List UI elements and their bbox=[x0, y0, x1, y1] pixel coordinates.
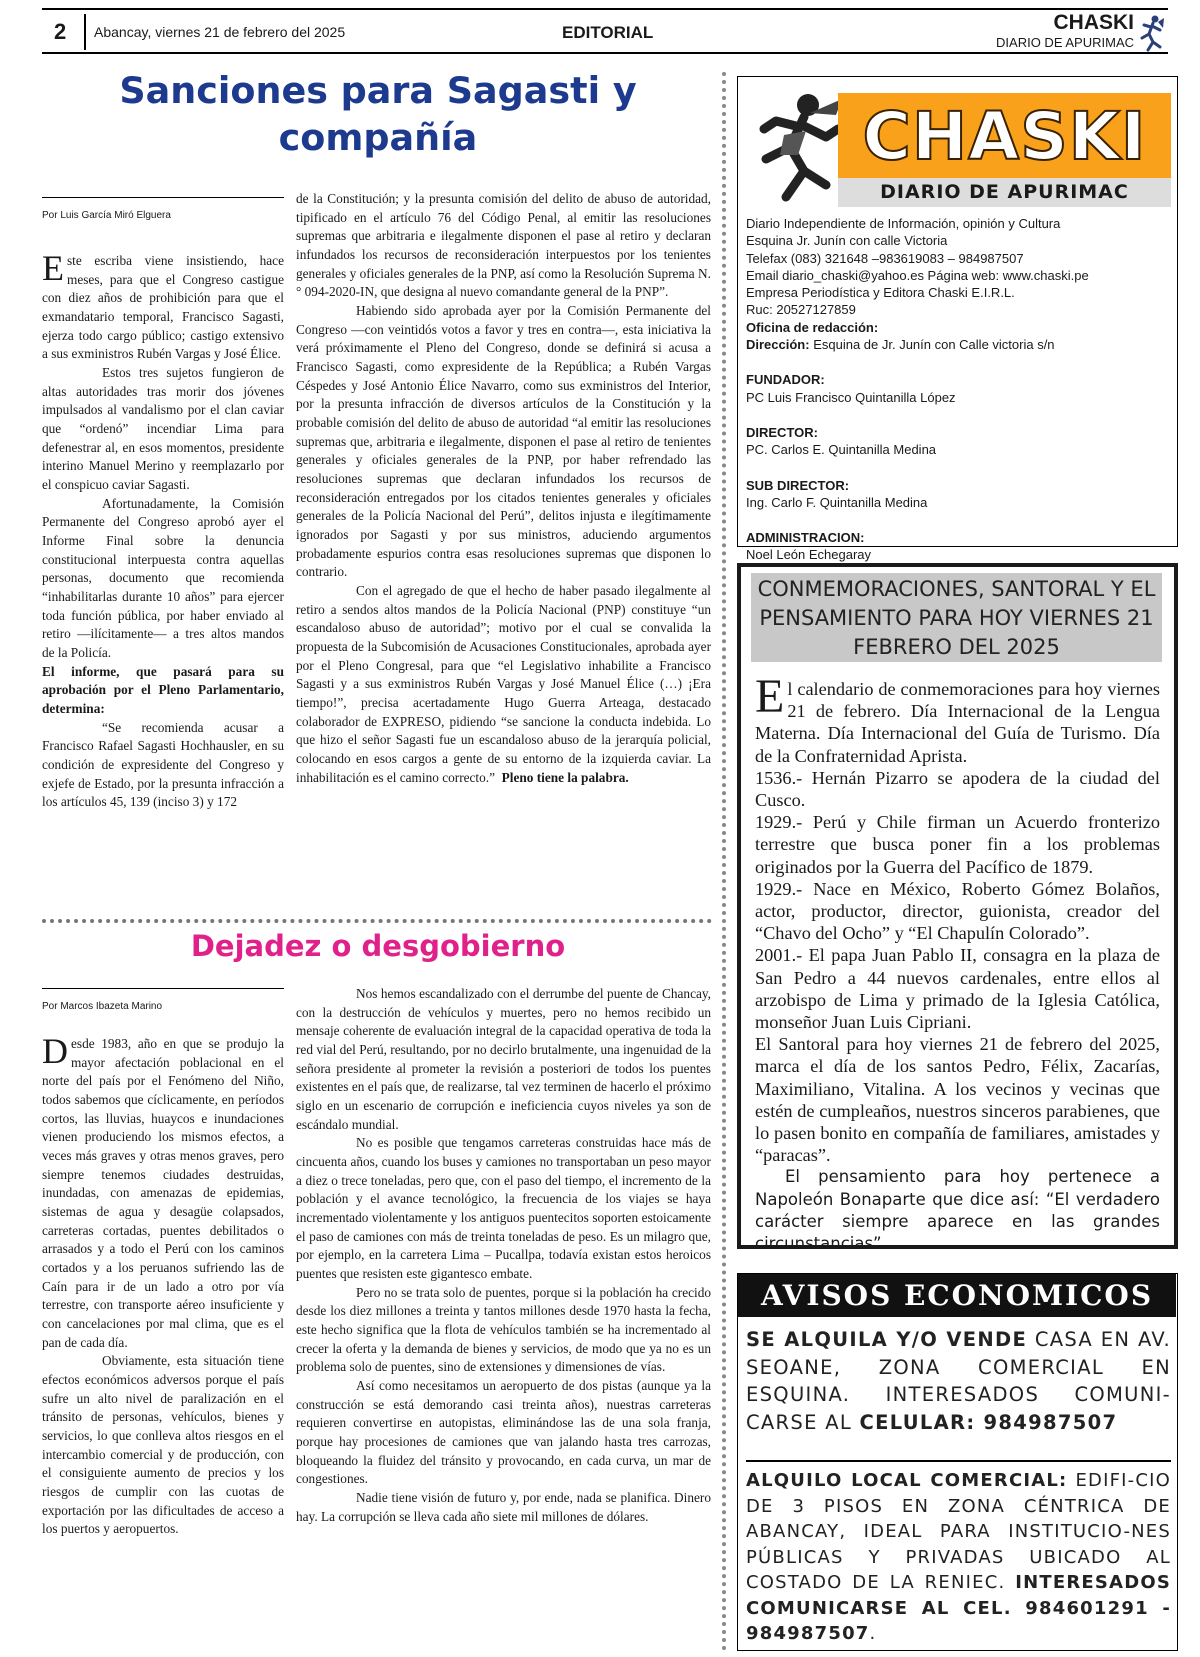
article-2-text: esde 1983, año en que se produjo la mayor afectación poblacional en el norte del país por el Fenómeno del Niño, todos sabemos que cíclicamente, en períodos cortos, las lluvias, huaycos e inundaciones vienen produciendo los mismos efectos, a veces más graves y otras menos graves, pero siempre tenemos ciudades destruidas, inundadas, con amenazas de epidemias, sistemas de agua y desagüe colapsados, carreteras cortadas, puentes debilitados o arrasados y a todo el Perú con los caminos cortados y a los peruanos sufriendo las de Caín para ir de un lado a otro por vía terrestre, con transporte aéreo insuficiente y con cancelaciones por mal clima, que es el pan de cada día. bbox=[42, 1036, 284, 1350]
article-1-paragraph bbox=[296, 582, 711, 787]
logo-wordmark: CHASKI bbox=[862, 98, 1147, 175]
subdirector-value: Ing. Carlo F. Quintanilla Medina bbox=[746, 494, 928, 510]
commemorations-paragraph: 1929.- Perú y Chile firman un Acuerdo fronterizo terrestre que busca poner fin a los problemas originados por la Guerra del Pacífico de 1879. bbox=[755, 812, 1160, 877]
article-1-paragraph: Estos tres sujetos fungieron de altas autoridades tras morir dos jóvenes impulsados al vandalismo por el clan caviar que “ordenó” incendiar Lima para defenestrar al, en esos momentos, presidente interino Manuel Merino y reemplazarlo por el conspicuo caviar Sagasti. bbox=[42, 365, 284, 493]
masthead-box bbox=[737, 76, 1178, 563]
header-brand-sub: DIARIO DE APURIMAC bbox=[996, 35, 1134, 50]
article-1-text: Con el agregado de que el hecho de haber pasado ilegalmente al retiro a sendos altos mandos de la Policía Nacional (PNP) constituye “un escandaloso abuso de autoridad”; motivo por el cual se convalida la propuesta de la Subcomisión de Acusaciones Constitucionales, aprobada ayer por el Pleno Congresal, para que “el Legislativo inhabilite a Francisco Sagasti y a sus exministros Rubén Vargas y José Manuel Élice (…) ¡Era tiempo!”, precisa acertadamente Hugo Guerra Arteaga, destacado colaborador de EXPRESO, pidiendo “se sancione la conducta indebida. Lo que hizo el señor Sagasti fue un escandaloso abuso de la jerarquía policial, colocando en esos cargos a gente de su entorno de la izquierda caviar. La inhabilitación es el camino correcto.” bbox=[296, 583, 711, 785]
article-1-paragraph: Afortunadamente, la Comisión Permanente del Congreso aprobó ayer el Informe Final sobre la denuncia constitucional interpuesta contra aquellas personas, documento que recomienda “inhabilitarlas durante 10 años” para ejercer toda función pública, por haber enviado al retiro —ilícitamente— a tres altos mandos de la Policía. bbox=[42, 495, 284, 661]
masthead-line: Telefax (083) 321648 –983619083 – 984987507 bbox=[746, 250, 1024, 266]
article-1-paragraph: Habiendo sido aprobada ayer por la Comisión Permanente del Congreso —con veintidós votos a favor y tres en contra—, esta iniciativa la verá próximamente el Pleno del Congreso, donde se definirá si acusa a Francisco Sagasti, como expresidente de la República; a Rubén Vargas Céspedes y José Antonio Élice Navarro, como sus exministros del Interior, por la presunta infracción de diversos artículos de la Constitución y la probable comisión del delito de abuso de autoridad “al emitir las resoluciones supremas que, arbitraria e ilegalmente, disponen el pase al retiro de tenientes generales y oficiales generales de la PNP, por haber refrendado las resoluciones supremas que declaran infundados los recursos de reconsideración entregados por los citados tenientes generales y oficiales generales de la Policía Nacional del Perú”, delitos injusta e ilegítimamente ignorados por Sagasti y por sus ministros, aduciendo argumentos probadamente espurios contra esas resoluciones supremas que disponen lo contrario. bbox=[296, 303, 711, 580]
commemorations-paragraph: El Santoral para hoy viernes 21 de febrero del 2025, marca el día de los santos Pedro, Félix, Zacarías, Maximiliano, Vitalina. A los vecinos y vecinas que estén de cumpleaños, nuestros sinceros parabienes, que lo pasen bonito en compañía de familiares, amistades y “paracas”. bbox=[755, 1034, 1160, 1166]
article-1-paragraph: “Se recomienda acusar a Francisco Rafael Sagasti Hochhausler, en su condición de expresidente del Congreso y exjefe de Estado, por la presunta infracción a los artículos 45, 139 (inciso 3) y 172 bbox=[42, 719, 284, 810]
masthead-line: Empresa Periodística y Editora Chaski E.I.R.L. bbox=[746, 285, 1015, 301]
ad-phone: INTERESADOS COMUNICARSE AL CEL. 984601291 - 984987507 bbox=[746, 1572, 1171, 1644]
page-number: 2 bbox=[54, 19, 67, 44]
article-2-paragraph: Nadie tiene visión de futuro y, por ende, nada se planifica. Dinero hay. La corrupción se lleva cada año siete mil millones de dólares. bbox=[296, 1490, 711, 1524]
ad-heading: ALQUILO LOCAL COMERCIAL: bbox=[746, 1470, 1068, 1491]
article-1-byline: Por Luis García Miró Elguera bbox=[42, 197, 284, 221]
masthead-line: Esquina Jr. Junín con calle Victoria bbox=[746, 233, 948, 249]
article-2-paragraph: Así como necesitamos un aeropuerto de dos pistas (aunque ya la construcción se está demorando casi treinta años), nuestras carreteras requieren convertirse en autopistas, eliminándose las de una sola franja, porque hay procesiones de camiones que van jalando hasta tres carrozas, bloqueando la fluidez del tránsito y provocando, en cada curva, un mar de congestiones. bbox=[296, 1378, 711, 1487]
classified-ad bbox=[746, 1460, 1171, 1647]
dropcap: E bbox=[42, 248, 64, 288]
header-brand bbox=[996, 12, 1134, 49]
article-2-title: Dejadez o desgobierno bbox=[190, 929, 566, 963]
article-2-byline: Por Marcos Ibazeta Marino bbox=[42, 988, 284, 1012]
logo-banner bbox=[838, 93, 1171, 178]
masthead-line: Email diario_chaski@yahoo.es Página web: www.chaski.pe bbox=[746, 267, 1089, 283]
article-2-paragraph: Nos hemos escandalizado con el derrumbe del puente de Chancay, con la destrucción de vehículos y muertes, pero no hemos recibido un mensaje coherente de evaluación integral de la capacidad operativa de toda la red vial del Perú, resultando, por no decirlo brutalmente, una ingenuidad de la señora presidente al prometer la revisión a posteriori de todos los puentes existentes en el país que, de realizarse, tal vez terminen de hacerlo el próximo siglo en un escenario de corrupción e ineficiencia cuyos niveles ya son de escándalo mundial. bbox=[296, 986, 711, 1132]
ad-text: EDIFI-CIO DE 3 PISOS EN ZONA CÉNTRICA DE ABANCAY, IDEAL PARA INSTITUCIO-NES PÚBLICAS Y PRIVADAS UBICADO AL COSTADO DE LA RENIEC. bbox=[746, 1470, 1171, 1593]
article-1-paragraph: de la Constitución; y la presunta comisión del delito de abuso de autoridad, tipificado en el artículo 76 del Código Penal, al emitir las resoluciones supremas que arbitraria e ilegalmente disponen el pase al retiro y declaran infundados los recursos de reconsideración interpuestos por los tenientes generales y oficiales generales de la PNP, así como la Resolución Suprema N.° 094-2020-IN, que designa al nuevo comandante general de la PNP”. bbox=[296, 191, 711, 300]
article-2-column-1 bbox=[42, 1031, 284, 1539]
ad-phone: CELULAR: 984987507 bbox=[859, 1410, 1118, 1434]
address-label: Dirección: bbox=[746, 337, 810, 353]
article-2-paragraph bbox=[42, 1031, 284, 1352]
founder-value: PC Luis Francisco Quintanilla López bbox=[746, 389, 956, 405]
ad-text-end: . bbox=[869, 1623, 877, 1644]
article-2-paragraph: Obviamente, esta situación tiene efectos económicos adversos porque el país sufre un alto nivel de paralización en el tránsito de personas, vehículos, bienes y servicios, lo que conlleva altos riesgos en el intercambio comercial y de producción, con el consiguiente aumento de precios y los riesgos de cumplir con las cuotas de exportación por las dificultades de acceso a los puertos y aeropuertos. bbox=[42, 1353, 284, 1537]
commemorations-box bbox=[737, 563, 1178, 1254]
subdirector-label: SUB DIRECTOR: bbox=[746, 477, 850, 493]
dropcap: E bbox=[755, 670, 785, 723]
ad-text: CASA EN AV. SEOANE, ZONA COMERCIAL EN ESQUINA. INTERESADOS COMUNI-CARSE AL bbox=[746, 1328, 1171, 1434]
masthead-info bbox=[746, 215, 1176, 564]
masthead-line: Ruc: 20527127859 bbox=[746, 302, 856, 318]
admin-value: Noel León Echegaray bbox=[746, 547, 872, 563]
classifieds-box bbox=[737, 1273, 1178, 1651]
commemorations-title: CONMEMORACIONES, SANTORAL Y EL PENSAMIENTO PARA HOY VIERNES 21 FEBRERO DEL 2025 bbox=[751, 573, 1162, 662]
issue-date: Abancay, viernes 21 de febrero del 2025 bbox=[94, 24, 346, 40]
article-1-text: ste escriba viene insistiendo, hace meses, para que el Congreso castigue con diez años de prohibición para que el exmandatario temporal, Francisco Sagasti, ejerza todo cargo público; castigo extensivo a sus exministros Rubén Vargas y José Élice. bbox=[42, 253, 284, 362]
header-divider bbox=[84, 14, 86, 50]
article-1-title: Sanciones para Sagasti y compañía bbox=[119, 69, 637, 160]
office-label: Oficina de redacción: bbox=[746, 319, 879, 335]
article-1-closing: Pleno tiene la palabra. bbox=[501, 769, 629, 785]
dropcap: D bbox=[42, 1031, 68, 1071]
ad-heading: SE ALQUILA Y/O VENDE bbox=[746, 1328, 1028, 1351]
article-2-paragraph: Pero no se trata solo de puentes, porque si la población ha crecido desde los diez millones a treinta y tantos millones desde 1970 hasta la fecha, este hecho significa que la flota de vehículos también se ha incrementado al crecer la oferta y la demanda de bienes y servicios, de modo que ya no es un problema solo de puentes, sino de extensiones y dimensiones de vías. bbox=[296, 1284, 711, 1375]
column-separator bbox=[722, 72, 726, 1652]
section-name: EDITORIAL bbox=[562, 23, 654, 42]
runner-icon bbox=[1138, 14, 1166, 52]
page-header bbox=[42, 8, 1168, 54]
header-brand-name: CHASKI bbox=[1053, 11, 1134, 34]
article-2-paragraph: No es posible que tengamos carreteras construidas hace más de cincuenta años, cuando los buses y camiones no transportaban un peso mayor a diez o trece toneladas, pero que, con el paso del tiempo, el incremento de la población y el avance tecnológico, la frecuencia de los viajes se haya incrementado violentamente y los antiguos puentecitos soporten estoicamente el paso de camiones con más de treinta toneladas de peso. Es un milagro que, por ejemplo, en la carretera Lima – Pucallpa, todavía existan estos heroicos puentes que resisten este gigantesco embate. bbox=[296, 1135, 711, 1282]
article-1-column-1 bbox=[42, 248, 284, 812]
article-1-column-2 bbox=[296, 190, 711, 788]
commemorations-paragraph: 1536.- Hernán Pizarro se apodera de la ciudad del Cusco. bbox=[755, 767, 1160, 811]
masthead-line: Diario Independiente de Información, opinión y Cultura bbox=[746, 216, 1061, 231]
commemorations-paragraph: 2001.- El papa Juan Pablo II, consagra en la plaza de San Pedro a 44 nuevos cardenales, entre ellos al arzobispo de Lima y primado de la Iglesia Católica, monseñor Juan Luis Cipriani. bbox=[755, 945, 1160, 1033]
commemorations-text: l calendario de conmemoraciones para hoy viernes 21 de febrero. Día Internacional de la Lengua Materna. Día Internacional del Guía de Turismo. Día de la Confraternidad Aprista. bbox=[755, 679, 1160, 766]
article-1-bold-paragraph: El informe, que pasará para su aprobación por el Pleno Parlamentario, determina: bbox=[42, 663, 284, 717]
commemorations-paragraph bbox=[755, 670, 1160, 767]
classified-ad bbox=[746, 1326, 1171, 1436]
commemorations-paragraph: 1929.- Nace en México, Roberto Gómez Bolaños, actor, productor, director, guionista, creador del “Chavo del Ocho” y “El Chapulín Colorado”. bbox=[755, 878, 1160, 944]
chaski-runner-icon bbox=[746, 85, 846, 207]
logo-subtitle: DIARIO DE APURIMAC bbox=[838, 178, 1171, 207]
director-label: DIRECTOR: bbox=[746, 424, 818, 440]
admin-label: ADMINISTRACION: bbox=[746, 530, 865, 546]
commemorations-body bbox=[755, 670, 1160, 1255]
chaski-logo bbox=[746, 85, 1171, 207]
director-value: PC. Carlos E. Quintanilla Medina bbox=[746, 442, 937, 458]
address-value: Esquina de Jr. Junín con Calle victoria s/n bbox=[809, 337, 1055, 353]
founder-label: FUNDADOR: bbox=[746, 372, 825, 388]
article-2-column-2 bbox=[296, 985, 711, 1526]
commemorations-thought: El pensamiento para hoy pertenece a Napoleón Bonaparte que dice así: “El verdadero carácter siempre aparece en las grandes circunstancias”. bbox=[755, 1167, 1160, 1254]
classifieds-title: AVISOS ECONOMICOS bbox=[738, 1274, 1176, 1317]
article-1-paragraph bbox=[42, 248, 284, 364]
address-line bbox=[746, 336, 1176, 353]
article-separator bbox=[42, 919, 712, 923]
